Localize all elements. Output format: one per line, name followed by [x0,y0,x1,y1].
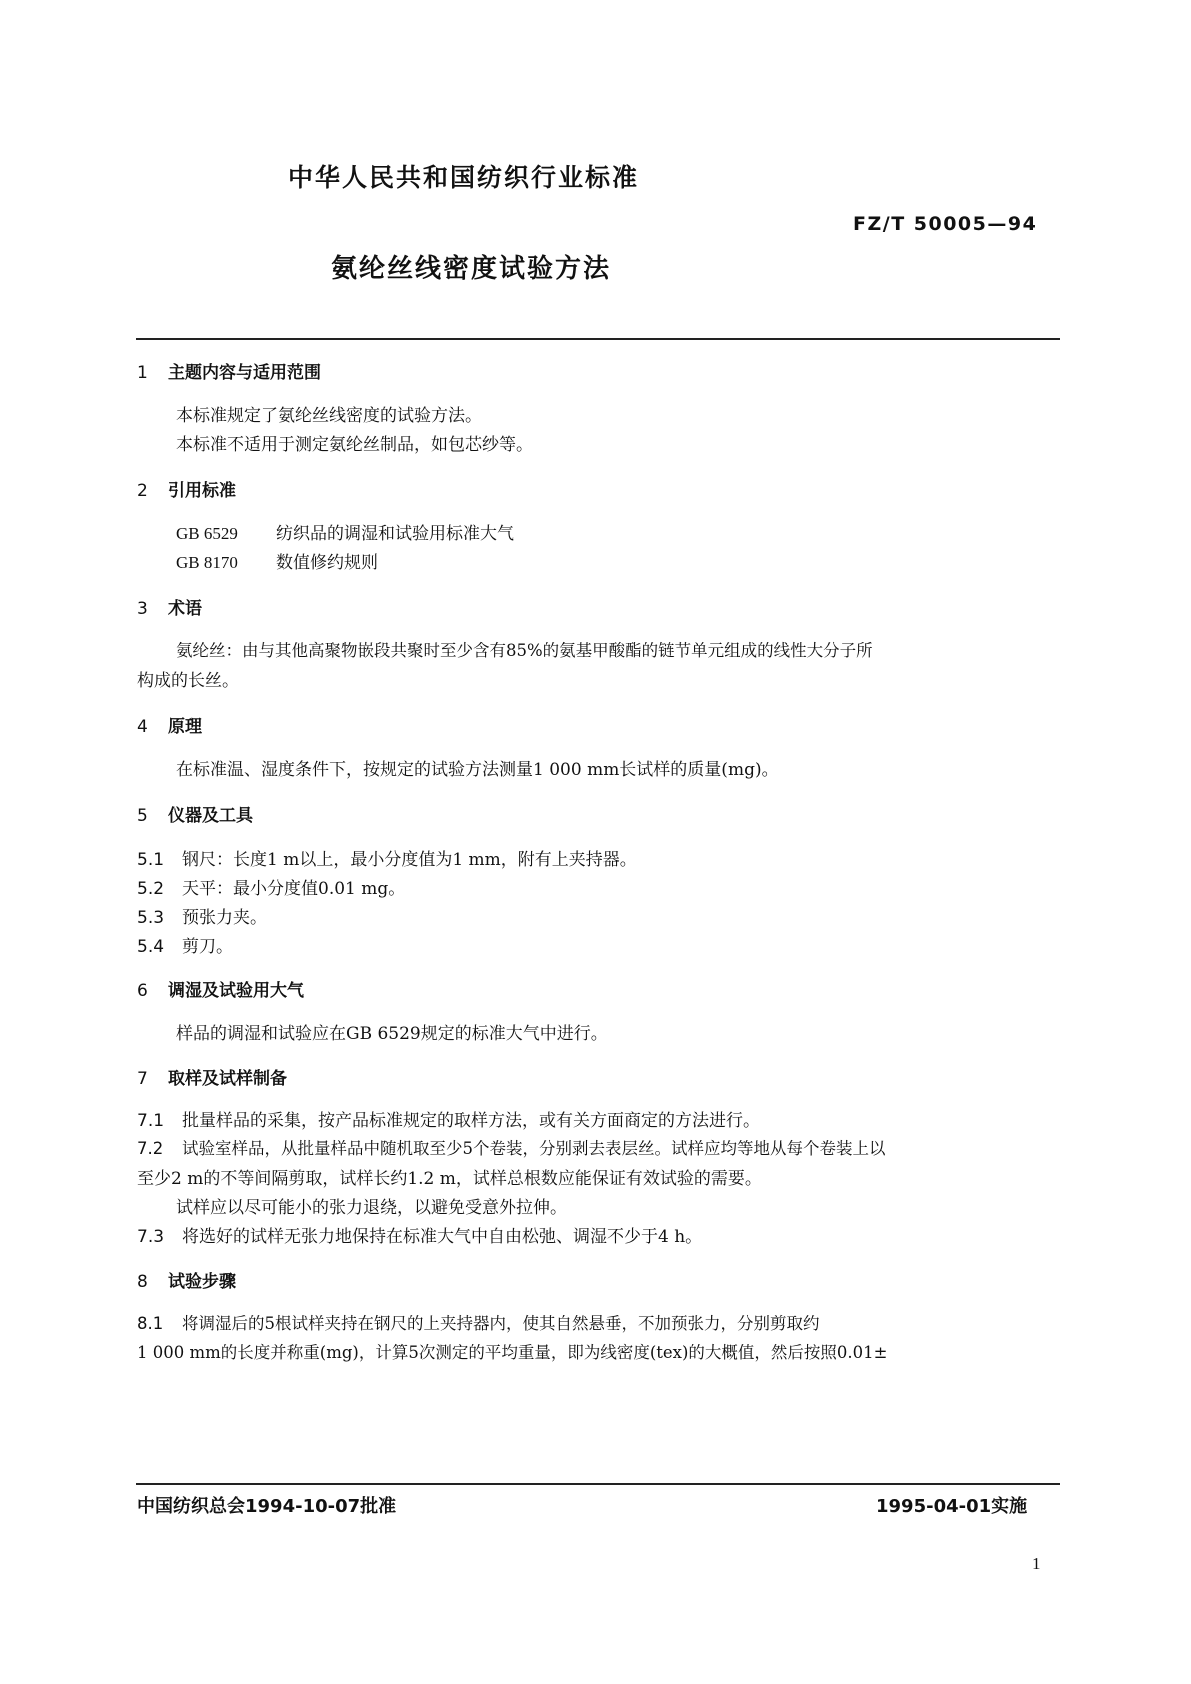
clause-number: 8.1 [137,1314,164,1333]
clause-item [137,1106,760,1131]
clause-item [137,1135,886,1159]
clause-item [137,1222,702,1247]
section-heading-5 [137,801,253,826]
section-heading-8 [137,1267,236,1292]
clause-text: 天平：最小分度值0.01 mg。 [182,879,406,899]
section-title: 术语 [168,599,202,619]
section-heading-7 [137,1064,287,1089]
section-number: 5 [137,806,148,826]
clause-number: 5.1 [137,850,165,870]
clause-item [137,845,637,870]
section-title: 试验步骤 [168,1272,236,1292]
section-number: 1 [137,363,148,383]
section-title: 引用标准 [168,481,236,501]
footer-divider [136,1483,1060,1485]
paragraph: 本标准规定了氨纶丝线密度的试验方法。 [176,406,482,426]
section-number: 6 [137,981,148,1001]
paragraph: 在标准温、湿度条件下，按规定的试验方法测量1 000 mm长试样的质量(mg)。 [176,760,779,780]
clause-number: 5.4 [137,937,165,957]
clause-text: 钢尺：长度1 m以上，最小分度值为1 mm，附有上夹持器。 [182,850,637,870]
section-heading-1 [137,358,321,383]
clause-number: 7.1 [137,1111,165,1131]
clause-text: 试验室样品，从批量样品中随机取至少5个卷装，分别剥去表层丝。试样应均等地从每个卷装上以 [182,1139,886,1158]
reference-item [176,519,514,544]
paragraph: 氨纶丝：由与其他高聚物嵌段共聚时至少含有85%的氨基甲酸酯的链节单元组成的线性大分子所 [176,641,873,660]
reference-item [176,548,378,573]
reference-code: GB 8170 [176,553,238,572]
section-title: 仪器及工具 [168,806,253,826]
standard-organization: 中华人民共和国纺织行业标准 [288,163,640,192]
section-heading-6 [137,976,304,1001]
header-divider [136,338,1060,340]
reference-title: 数值修约规则 [276,553,378,573]
clause-text: 剪刀。 [182,937,233,957]
clause-text: 批量样品的采集，按产品标准规定的取样方法，或有关方面商定的方法进行。 [182,1111,760,1131]
clause-text: 预张力夹。 [182,908,267,928]
effective-date: 1995-04-01实施 [876,1496,1028,1517]
clause-continuation: 1 000 mm的长度并称重(mg)，计算5次测定的平均重量，即为线密度(tex)的大概值，然后按照0.01± [137,1343,888,1362]
section-number: 4 [137,717,148,737]
section-number: 3 [137,599,148,619]
section-title: 原理 [168,717,202,737]
approval-date: 中国纺织总会1994-10-07批准 [137,1496,397,1517]
clause-item [137,874,405,899]
clause-number: 5.3 [137,908,165,928]
section-number: 8 [137,1272,148,1292]
reference-code: GB 6529 [176,524,238,543]
page-number: 1 [1032,1554,1041,1573]
section-heading-4 [137,712,202,737]
clause-text: 将选好的试样无张力地保持在标准大气中自由松弛、调湿不少于4 h。 [182,1227,703,1247]
clause-item [137,903,267,928]
reference-title: 纺织品的调湿和试验用标准大气 [276,524,514,544]
document-title: 氨纶丝线密度试验方法 [331,254,612,284]
paragraph-continuation: 构成的长丝。 [137,671,239,691]
section-number: 7 [137,1069,148,1089]
clause-number: 7.2 [137,1139,164,1158]
section-number: 2 [137,481,148,501]
clause-item [137,932,233,957]
section-heading-2 [137,476,236,501]
section-title: 取样及试样制备 [168,1069,287,1089]
clause-number: 5.2 [137,879,165,899]
section-title: 主题内容与适用范围 [168,363,321,383]
section-title: 调湿及试验用大气 [168,981,304,1001]
standard-code: FZ/T 50005—94 [853,213,1038,235]
clause-number: 7.3 [137,1227,165,1247]
section-heading-3 [137,594,202,619]
paragraph: 本标准不适用于测定氨纶丝制品，如包芯纱等。 [176,435,533,455]
clause-continuation: 至少2 m的不等间隔剪取，试样长约1.2 m，试样总根数应能保证有效试验的需要。 [137,1169,762,1189]
clause-item [137,1310,820,1334]
paragraph: 样品的调湿和试验应在GB 6529规定的标准大气中进行。 [176,1024,608,1044]
paragraph: 试样应以尽可能小的张力退绕，以避免受意外拉伸。 [176,1198,567,1218]
clause-text: 将调湿后的5根试样夹持在钢尺的上夹持器内，使其自然悬垂，不加预张力，分别剪取约 [182,1314,820,1333]
